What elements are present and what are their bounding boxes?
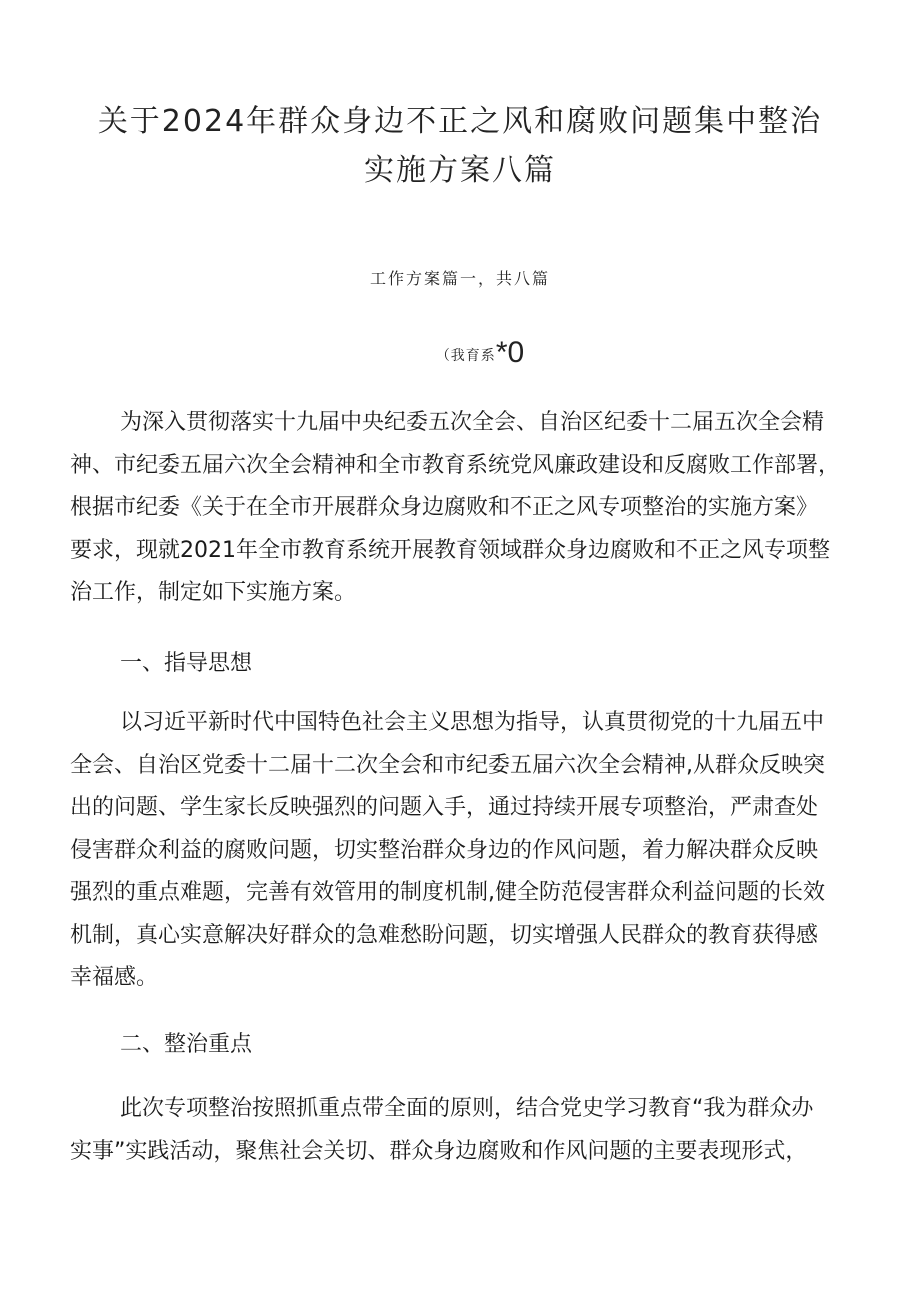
paragraph-line: 根据市纪委《关于在全市开展群众身边腐败和不正之风专项整治的实施方案》 [70,495,819,520]
paragraph-line: 神、市纪委五届六次全会精神和全市教育系统党风廉政建设和反腐败工作部署， [70,452,841,478]
paragraph-line: 此次专项整治按照抓重点带全面的原则，结合党史学习教育“我为群众办 [120,1096,814,1121]
stamp-small-text: （我育系 [435,348,496,364]
paragraph-line: 实事”实践活动，聚焦社会关切、群众身边腐败和作风问题的主要表现形式， [70,1138,808,1164]
paragraph-line: 机制，真心实意解决好群众的急难愁盼问题，切实增强人民群众的教育获得感 [70,922,819,948]
stamp-large-text: *0 [495,336,525,369]
document-title-line-2: 实施方案八篇 [364,153,556,188]
paragraph-guiding-ideology [70,702,860,1000]
garbled-stamp-text [380,336,580,370]
paragraph-line: 以习近平新时代中国特色社会主义思想为指导，认真贯彻党的十九届五中 [120,710,825,735]
paragraph-line: 强烈的重点难题，完善有效管用的制度机制,健全防范侵害群众利益问题的长效 [70,880,825,905]
section-heading-rectification-focus: 二、整治重点 [120,1032,253,1057]
paragraph-line: 全会、自治区党委十二届十二次全会和市纪委五届六次全会精神,从群众反映突 [70,752,825,778]
document-subtitle: 工作方案篇一，共八篇 [369,269,550,288]
document-title-line-1: 关于2024年群众身边不正之风和腐败问题集中整治 [97,104,823,139]
section-heading-guiding-ideology: 一、指导思想 [120,651,253,676]
paragraph-line: 为深入贯彻落实十九届中央纪委五次全会、自治区纪委十二届五次全会精 [120,410,825,435]
paragraph-line: 要求，现就2021年全市教育系统开展教育领域群众身边腐败和不正之风专项整 [70,537,830,563]
paragraph-line: 侵害群众利益的腐败问题，切实整治群众身边的作风问题，着力解决群众反映 [70,837,819,863]
paragraph-line: 出的问题、学生家长反映强烈的问题入手，通过持续开展专项整治，严肃查处 [70,795,819,820]
paragraph-line: 治工作，制定如下实施方案。 [70,580,357,605]
paragraph-rectification-focus [70,1088,860,1173]
paragraph-line: 幸福感。 [70,965,159,990]
paragraph-intro [70,402,860,615]
